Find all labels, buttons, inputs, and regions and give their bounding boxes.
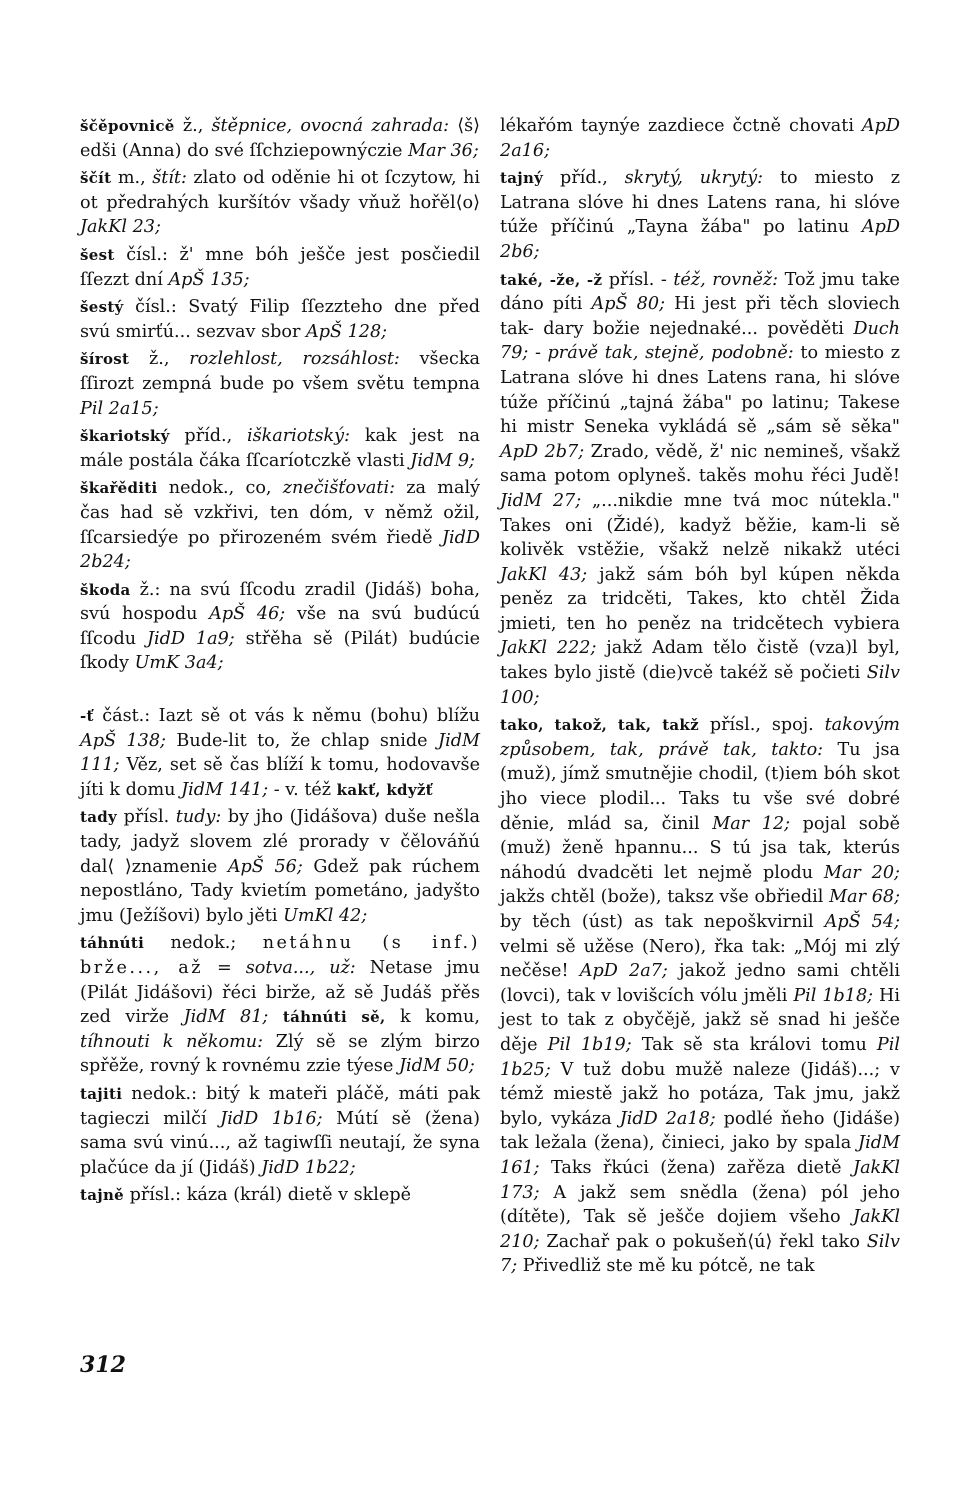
headword: tako, takož, tak, takž <box>500 716 699 735</box>
entry-text: Zachař pak o pokušeň⟨ú⟩ řekl tako <box>539 1231 867 1252</box>
italic-text: JakKl 43; <box>500 564 588 585</box>
italic-text: též, rovněž: <box>673 269 779 290</box>
italic-text: JakKl 222; <box>500 638 597 659</box>
italic-text: UmKl 42; <box>283 905 368 926</box>
headword: ščít <box>80 169 112 188</box>
dictionary-entry <box>80 166 480 240</box>
italic-text: ApD 2b6; <box>500 217 900 262</box>
entry-text: jakžs chtěl (bože), taksz vše obřiedil <box>500 887 830 908</box>
italic-text: JidM 141; <box>181 779 269 800</box>
headword: táhnúti sě, <box>282 1008 386 1027</box>
dictionary-entry <box>500 166 900 264</box>
entry-text: příd., <box>169 426 247 447</box>
italic-text: sotva..., už: <box>245 958 356 978</box>
right-column <box>500 114 900 1282</box>
entry-text: čísl.: Svatý Filip ſſezzteho dne před svú smirťú... sezvav sbor <box>80 297 480 342</box>
dictionary-entry <box>80 295 480 344</box>
entry-text: kak jest na mále postála čáka ſſcaríotczkě vlasti <box>80 426 480 471</box>
italic-text: Pil 1b18; <box>793 985 874 1006</box>
italic-text: Mar 36; <box>407 140 479 161</box>
entry-text: střěha sě (Pilát) budúcie ſkody <box>80 628 480 674</box>
dictionary-entry <box>80 114 480 163</box>
entry-text: V tuž dobu mužě naleze (Jidáš)...; v témž miestě jakž ho potáza, Tak jmu, jakž bylo, vykáza <box>500 1059 900 1129</box>
headword: šestý <box>80 298 124 317</box>
entry-text: lékařóm taynýe zazdiece čctně chovati <box>500 116 862 136</box>
italic-text: JidM 27; <box>500 490 582 511</box>
italic-text: ApD 2a16; <box>500 116 900 161</box>
dictionary-entry <box>80 243 480 292</box>
italic-text: Mar 20; <box>823 862 900 883</box>
italic-text: Duch 79; <box>500 318 900 364</box>
headword: tajiti <box>80 1084 123 1103</box>
entry-text: by jho (Jidášova) duše nešla tady, jadyž slovem zlé prorady v čělováňú dal⟨ ⟩znamenie <box>80 807 480 877</box>
italic-text: ApŠ 46; <box>209 604 286 625</box>
italic-text: takovým způsobem, tak, právě tak, takto: <box>500 715 900 760</box>
headword: také, -že, -ž <box>500 270 603 289</box>
entry-text: Přivedliž ste mě ku pótcě, ne tak <box>517 1256 815 1277</box>
italic-text: JidM 111; <box>80 730 481 776</box>
italic-text: JidM 9; <box>410 450 475 471</box>
italic-text: Pil 1b19; <box>547 1034 632 1055</box>
entry-text: = <box>202 958 246 978</box>
italic-text: rozlehlost, rozsáhlost: <box>189 349 400 370</box>
dictionary-entry <box>80 476 480 574</box>
dictionary-entry <box>500 713 900 1279</box>
entry-text: Tak sě sta královi tomu <box>631 1034 877 1055</box>
italic-text: JidD 2a18; <box>619 1108 716 1129</box>
entry-text: příd., <box>543 168 625 189</box>
italic-text: ApŠ 135; <box>168 269 250 290</box>
italic-text: ApŠ 128; <box>305 321 388 342</box>
italic-text: JidM 81; <box>183 1007 269 1028</box>
entry-text: Netase jmu (Pilát Jidášovi) řéci birže, až sě Judáš přěs zed virže <box>80 958 480 1028</box>
entry-text: velmi sě užěse (Nero), řka tak: „Mój mi zlý nečěse! <box>500 936 900 982</box>
italic-text: JakKl 210; <box>500 1207 900 1252</box>
entry-text: Věz, set sě čas blíží k tomu, hodovavše jíti k domu <box>80 755 480 800</box>
entry-text: vše na svú budúcú ſſcodu <box>80 604 480 649</box>
headword: táhnúti <box>80 934 145 953</box>
entry-text: čísl.: ž' mne bóh ješče jest posčiedil ſſezzt dní <box>80 244 480 290</box>
dictionary-entry <box>80 704 480 802</box>
entry-text <box>268 1007 283 1027</box>
italic-text: Mar 12; <box>712 813 791 834</box>
italic-text: JidM 50; <box>398 1056 475 1077</box>
italic-text: ApŠ 80; <box>591 294 666 315</box>
italic-text: Mar 68; <box>829 887 901 908</box>
entry-text: pojal sobě (muž) ženě hpannu... S tú jsa tak, kterús náhodú dvadcěti let nejmě plodu <box>500 813 900 883</box>
entry-text: „...nikdie mne tvá moc nútekla." Takes oni (Židé), kadyž běžie, kam-li sě kolivěk vstěžie, všakž nelzě nikakž utéci <box>500 490 900 561</box>
italic-text: UmK 3a4; <box>134 653 224 674</box>
page-number: 312 <box>80 1352 126 1378</box>
entry-text: Bude-lit to, že chlap snide <box>165 730 439 751</box>
entry-text: přísl. <box>117 807 176 828</box>
italic-text: JakKl 173; <box>500 1157 900 1203</box>
dictionary-entry <box>80 578 480 676</box>
italic-text: tíhnouti k někomu: <box>80 1031 264 1052</box>
entry-text: přísl. - <box>602 269 674 290</box>
entry-text: Gdež pak rúchem nepostláno, Tady kvietím pometáno, jadyšto jmu (Ježíšovi) bylo jěti <box>80 856 480 926</box>
entry-text: netáhnu (s inf.) brže..., až <box>80 933 480 978</box>
entry-text: - <box>528 343 548 364</box>
italic-text: ApŠ 138; <box>80 730 166 751</box>
entry-text: jakž Adam tělo čistě (vza)l byl, takes bylo jistě (die)vcě takéž sě počieti <box>500 638 900 684</box>
italic-text: JidD 1a9; <box>146 628 235 649</box>
dictionary-entry <box>80 1082 480 1180</box>
entry-text: A jakž sem snědla (žena) pól jeho (dítěte), Tak sě ješče dojiem všeho <box>500 1182 900 1228</box>
headword: -ť <box>80 707 94 726</box>
italic-text: JidD 1b16; <box>220 1108 323 1129</box>
italic-text: Pil 2a15; <box>80 398 159 419</box>
headword: škariotský <box>80 427 170 446</box>
headword: tajně <box>80 1186 125 1205</box>
entry-text: ž.: na svú ſſcodu zradil (Jidáš) boha, svú hospodu <box>80 579 480 625</box>
italic-text: znečišťovati: <box>282 478 396 499</box>
entry-text: jakož jedno sami chtěli (lovci), tak v lovišcích vólu jměli <box>500 961 900 1006</box>
entry-text: ž., <box>129 349 190 370</box>
headword: tady <box>80 808 118 827</box>
dictionary-entry <box>80 1183 480 1208</box>
italic-text: právě tak, stejně, podobně: <box>547 343 794 364</box>
entry-text: Hi jest při těch sloviech tak- dary božie nejednaké... pověděti <box>500 294 900 339</box>
left-column <box>80 114 480 1211</box>
entry-text: by těch (úst) as tak nepoškvirnil <box>500 912 825 932</box>
italic-text: JidD 2b24; <box>80 527 480 573</box>
dictionary-entry <box>500 268 900 711</box>
italic-text: iškariotský: <box>246 426 351 447</box>
entry-text: podlé ňeho (Jidáše) tak ležala (žena), činieci, jako by spala <box>500 1108 900 1154</box>
italic-text: ApD 2b7; <box>500 441 585 462</box>
entry-text: za malý čas had sě vzkřivi, ten dóm, v němž ožil, ſſcarsiedýe po přirozeném svém řiedě <box>80 478 481 548</box>
entry-text: Tu jsa (muž), jímž smutnějie chodil, (t)iem bóh skot jho viece plodil... Taks tu vše své dobré děnie, mlád sa, činil <box>500 739 900 834</box>
entry-text: všecka ſſirozt zempná bude po všem světu tempna <box>80 349 480 394</box>
italic-text: ApD 2a7; <box>579 961 668 982</box>
entry-text: Tož jmu take dáno píti <box>500 269 900 315</box>
headword: škoda <box>80 580 131 599</box>
headword: tajný <box>500 169 544 188</box>
entry-text: jakž sám bóh byl kúpen někda peněz za tridcěti, Takes, kto chtěl Žida jmieti, ten ho peněz na tridcětech vybiera <box>500 564 900 634</box>
entry-text: část.: Iazt sě ot vás k němu (bohu) blížu <box>93 706 480 727</box>
headword: škařěditi <box>80 479 158 498</box>
headword: šest <box>80 245 115 264</box>
entry-text: zlato od oděnie hi ot ſczytow, hi ot předrahých kuršítóv všady vňuž hořěl⟨o⟩ <box>80 168 480 213</box>
entry-text: Zrado, vědě, ž' nic nemineš, všakž sama potom oplyneš. takěs mohu řéci Judě! <box>500 441 901 487</box>
italic-text: štěpnice, ovocná zahrada: <box>211 116 450 136</box>
entry-text: ⟨š⟩edši (Anna) do své ſſchziepownýczie <box>80 116 480 161</box>
headword: ščěpovnicě <box>80 117 175 135</box>
entry-text: to miesto z Latrana slóve hi dnes Latens rana, hi slóve túže příčinú „Tayna žába" po latinu <box>500 168 900 238</box>
entry-text: Zlý sě se zlým birzo spřěže, rovný k rovnému zzie týese <box>80 1031 480 1077</box>
headword: šírost <box>80 350 130 369</box>
entry-text: nedok., co, <box>157 478 283 499</box>
italic-text: JidM 161; <box>500 1133 900 1178</box>
italic-text: skrytý, ukrytý: <box>624 168 764 189</box>
entry-text: m., <box>111 168 153 189</box>
dictionary-entry <box>500 114 900 163</box>
dictionary-entry <box>80 931 480 1079</box>
entry-text: ž., <box>174 116 212 136</box>
entry-text: Mútí sě (žena) sama svú vinú..., až tagiwſſi neutají, že syna plačúce da jí (Jidáš) <box>80 1108 480 1178</box>
dictionary-entry <box>80 347 480 421</box>
italic-text: JakKl 23; <box>80 217 161 238</box>
dictionary-entry <box>80 424 480 473</box>
entry-text: Hi jest to tak z obyčějě, jakž sě snad hi ješče děje <box>500 985 901 1055</box>
entry-text: k komu, <box>385 1007 480 1028</box>
italic-text: štít: <box>152 168 187 189</box>
italic-text: JidD 1b22; <box>261 1157 356 1178</box>
headword: kakť, kdyžť <box>336 780 433 799</box>
dictionary-entry <box>80 805 480 928</box>
italic-text: tudy: <box>175 807 222 828</box>
entry-text: Taks řkúci (žena) zařěza dietě <box>539 1157 854 1178</box>
italic-text: Silv 100; <box>500 663 900 708</box>
entry-text: přísl.: káza (král) dietě v sklepě <box>124 1185 412 1206</box>
entry-text: přísl., spoj. <box>698 715 825 736</box>
italic-text: Silv 7; <box>500 1231 900 1277</box>
entry-text: - v. též <box>268 779 337 800</box>
entry-text: to miesto z Latrana slóve hi dnes Latens rana, hi slóve túže příčinú „tajná žába" po latinu; Takese hi mistr Seneka vykládá sě „sám sě sěka" <box>500 343 900 438</box>
italic-text: ApŠ 54; <box>824 912 900 932</box>
entry-text: nedok.; <box>144 933 263 954</box>
italic-text: Pil 1b25; <box>500 1034 900 1080</box>
italic-text: ApŠ 56; <box>227 856 303 877</box>
entry-text: nedok.: bitý k mateři pláčě, máti pak tagieczi milčí <box>80 1083 480 1129</box>
